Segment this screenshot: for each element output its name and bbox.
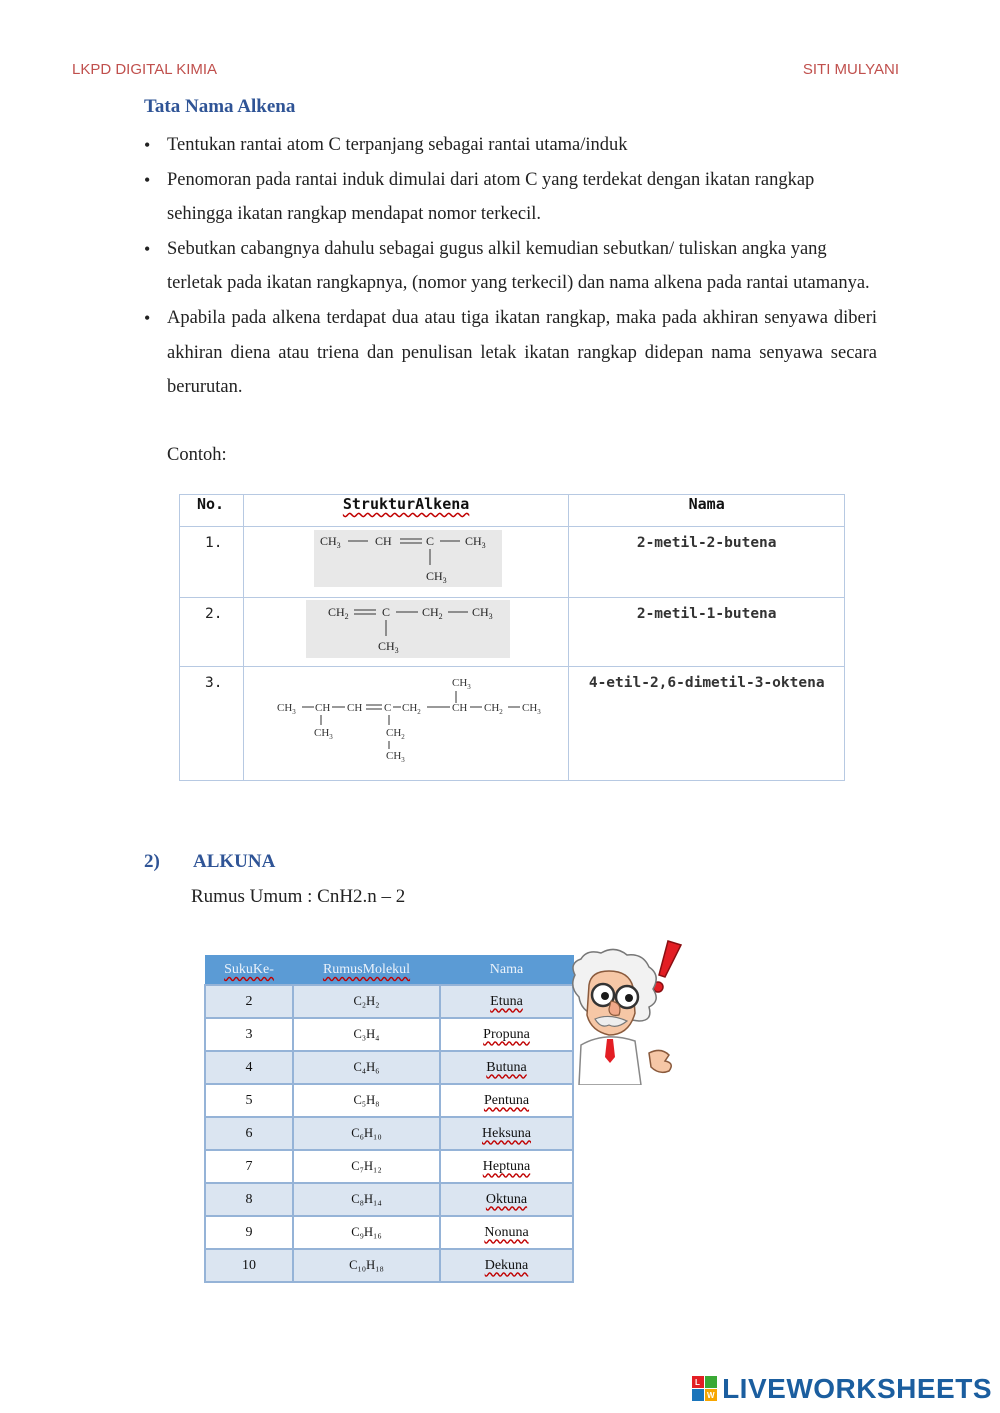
atom-label: $CH_3$ <box>464 534 486 550</box>
header-suku <box>205 956 293 986</box>
atom-label: $CH_3$ <box>385 750 405 764</box>
section-title-alkuna: ALKUNA <box>193 851 276 872</box>
header-rumus-label: RumusMolekul <box>322 962 411 977</box>
atom-label: $CH_3$ <box>521 702 541 716</box>
header-rumus <box>293 956 440 986</box>
nama-label: Propuna <box>483 1026 530 1042</box>
list-item: • Sebutkan cabangnya dahulu sebagai gugus alkil kemudian sebutkan/ tuliskan angka yang terletak pada ikatan rangkapnya, (nomor yang terkecil) dan nama alkena pada rantai utamanya. <box>144 232 877 301</box>
scientist-icon <box>565 935 690 1085</box>
liveworksheets-brand: LIVEWORKSHEETS <box>722 1373 992 1404</box>
structure-cell <box>243 527 569 598</box>
atom-label: $CH_2$ <box>421 605 443 621</box>
atom-label: C <box>425 534 434 548</box>
suku-cell: 8 <box>205 1183 293 1216</box>
suku-cell: 10 <box>205 1249 293 1282</box>
alkuna-table <box>204 955 574 1283</box>
nama-cell <box>440 1216 573 1249</box>
nama-label: Pentuna <box>483 1092 530 1108</box>
compound-name: 4-etil-2,6-dimetil-3-oktena <box>569 667 845 781</box>
nama-label: Etuna <box>490 993 523 1009</box>
contoh-label: Contoh: <box>167 445 227 465</box>
header-suku-label: SukuKe- <box>224 962 274 977</box>
list-item: • Tentukan rantai atom C terpanjang sebagai rantai utama/induk <box>144 128 877 163</box>
rumus-cell: C₁₀H₁₈ <box>293 1249 440 1282</box>
rumus-cell: C₅H₈ <box>293 1084 440 1117</box>
structure-4-etil-2-6-dimetil-3-oktena <box>244 667 569 779</box>
list-item: • Penomoran pada rantai induk dimulai dari atom C yang terdekat dengan ikatan rangkap sehingga ikatan rangkap mendapat nomor terkecil. <box>144 163 877 232</box>
table-row <box>205 1249 573 1282</box>
atom-label: CH <box>346 702 363 714</box>
atom-label: $CH_3$ <box>377 639 399 655</box>
atom-label: $CH_3$ <box>319 534 341 550</box>
svg-text:L: L <box>695 1378 700 1387</box>
rumus-umum: Rumus Umum : CnH2.n – 2 <box>191 886 406 907</box>
table-row <box>205 1018 573 1051</box>
row-number: 2. <box>180 598 244 667</box>
header-right: SITI MULYANI <box>802 61 899 78</box>
table-row <box>180 667 845 781</box>
table-header-row <box>205 956 573 986</box>
nama-label: Oktuna <box>485 1191 528 1207</box>
liveworksheets-logo-icon <box>692 1376 718 1402</box>
rumus-cell: C₈H₁₄ <box>293 1183 440 1216</box>
list-item: • Apabila pada alkena terdapat dua atau tiga ikatan rangkap, maka pada akhiran senyawa diberi akhiran diena atau triena dan penulisan letak ikatan rangkap didepan nama senyawa secara berurutan. <box>144 301 877 405</box>
suku-cell: 6 <box>205 1117 293 1150</box>
table-row <box>205 1150 573 1183</box>
rumus-cell: C₂H₂ <box>293 985 440 1018</box>
table-row <box>205 985 573 1018</box>
table-header-row <box>180 495 845 527</box>
header-nama: Nama <box>569 495 845 527</box>
header-struktur <box>243 495 569 527</box>
header-no: No. <box>180 495 244 527</box>
row-number: 1. <box>180 527 244 598</box>
table-row <box>205 1216 573 1249</box>
rules-list <box>144 128 877 405</box>
table-row <box>205 1084 573 1117</box>
atom-label: $CH_3$ <box>425 569 447 585</box>
suku-cell: 9 <box>205 1216 293 1249</box>
rumus-cell: C₄H₆ <box>293 1051 440 1084</box>
table-row <box>205 1051 573 1084</box>
header-nama: Nama <box>440 956 573 986</box>
table-row <box>180 527 845 598</box>
rumus-cell: C₆H₁₀ <box>293 1117 440 1150</box>
atom-label: $CH_3$ <box>471 605 493 621</box>
structure-2-metil-1-butena <box>244 598 569 666</box>
structure-cell <box>243 598 569 667</box>
nama-cell <box>440 1018 573 1051</box>
nama-label: Dekuna <box>484 1257 529 1273</box>
suku-cell: 5 <box>205 1084 293 1117</box>
atom-label: $CH_3$ <box>313 727 333 741</box>
table-row <box>205 1183 573 1216</box>
nama-cell <box>440 1117 573 1150</box>
nama-label: Butuna <box>486 1059 527 1075</box>
alkena-table <box>179 494 845 781</box>
atom-label: $CH_2$ <box>327 605 349 621</box>
nama-cell <box>440 1051 573 1084</box>
compound-name: 2-metil-1-butena <box>569 598 845 667</box>
liveworksheets-logo <box>692 1373 992 1405</box>
atom-label: $CH_3$ <box>451 677 471 691</box>
svg-text:W: W <box>707 1391 715 1400</box>
table-row <box>180 598 845 667</box>
atom-label: $CH_3$ <box>276 702 296 716</box>
atom-label: $CH_2$ <box>385 727 405 741</box>
rumus-cell: C₉H₁₆ <box>293 1216 440 1249</box>
atom-label: CH <box>314 702 331 714</box>
nama-cell <box>440 985 573 1018</box>
table-row <box>205 1117 573 1150</box>
atom-label: $CH_2$ <box>483 702 503 716</box>
rumus-cell: C₃H₄ <box>293 1018 440 1051</box>
nama-cell <box>440 1249 573 1282</box>
structure-cell <box>243 667 569 781</box>
header-struktur-label: StrukturAlkena <box>342 495 470 513</box>
row-number: 3. <box>180 667 244 781</box>
nama-cell <box>440 1150 573 1183</box>
section-title-tata-nama-alkena: Tata Nama Alkena <box>144 96 296 117</box>
suku-cell: 7 <box>205 1150 293 1183</box>
rumus-cell: C₇H₁₂ <box>293 1150 440 1183</box>
atom-label: C <box>381 605 390 619</box>
section-number: 2) <box>144 851 160 872</box>
atom-label: C <box>383 702 392 714</box>
atom-label: CH <box>451 702 468 714</box>
suku-cell: 4 <box>205 1051 293 1084</box>
nama-cell <box>440 1084 573 1117</box>
nama-label: Heptuna <box>482 1158 531 1174</box>
exclamation-mark <box>653 941 681 992</box>
atom-label: CH <box>374 534 392 548</box>
nama-label: Nonuna <box>484 1224 529 1240</box>
header-left: LKPD DIGITAL KIMIA <box>72 61 218 78</box>
pointing-hand <box>649 1050 671 1072</box>
suku-cell: 3 <box>205 1018 293 1051</box>
compound-name: 2-metil-2-butena <box>569 527 845 598</box>
atom-label: $CH_2$ <box>401 702 421 716</box>
structure-2-metil-2-butena <box>244 527 569 597</box>
nama-cell <box>440 1183 573 1216</box>
suku-cell: 2 <box>205 985 293 1018</box>
nama-label: Heksuna <box>482 1125 531 1141</box>
